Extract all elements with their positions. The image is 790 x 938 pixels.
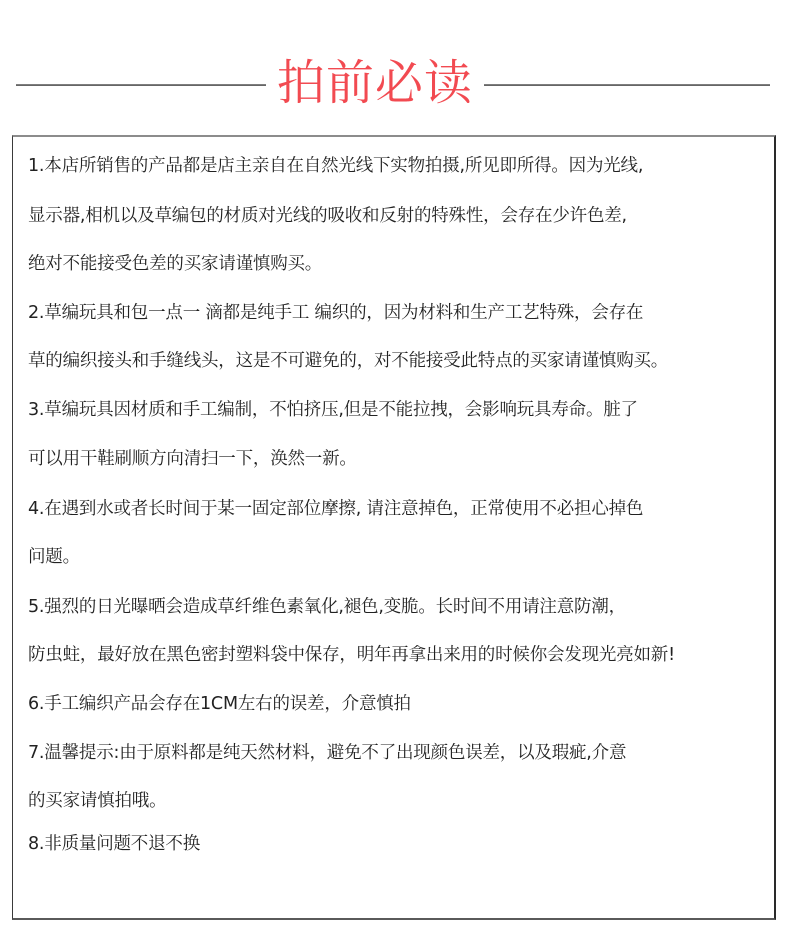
notice-line-2: 显示器,相机以及草编包的材质对光线的吸收和反射的特殊性，会存在少许色差,: [28, 206, 627, 226]
notice-line-4: 2.草编玩具和包一点一 滴都是纯手工 编织的，因为材料和生产工艺特殊，会存在: [28, 303, 644, 323]
notice-line-13: 7.温馨提示:由于原料都是纯天然材料，避免不了出现颜色误差，以及瑕疵,介意: [28, 743, 627, 763]
notice-line-12: 6.手工编织产品会存在1CM左右的误差，介意慎拍: [28, 694, 411, 714]
notice-box: [12, 135, 776, 920]
header-divider-right: [484, 84, 770, 86]
notice-line-14: 的买家请慎拍哦。: [28, 791, 167, 811]
notice-line-3: 绝对不能接受色差的买家请谨慎购买。: [28, 254, 323, 274]
notice-line-11: 防虫蛀，最好放在黑色密封塑料袋中保存，明年再拿出来用的时候你会发现光亮如新!: [28, 645, 675, 665]
notice-line-9: 问题。: [28, 547, 80, 567]
page-title: 拍前必读: [276, 55, 473, 111]
header-divider-left: [16, 84, 266, 86]
notice-line-10: 5.强烈的日光曝晒会造成草纤维色素氧化,褪色,变脆。长时间不用请注意防潮，: [28, 597, 626, 617]
notice-line-1: 1.本店所销售的产品都是店主亲自在自然光线下实物拍摄,所见即所得。因为光线,: [28, 156, 644, 176]
notice-line-5: 草的编织接头和手缝线头，这是不可避免的，对不能接受此特点的买家请谨慎购买。: [28, 351, 669, 371]
notice-line-7: 可以用干鞋刷顺方向清扫一下，涣然一新。: [28, 449, 357, 469]
section-header: [0, 48, 790, 118]
notice-line-6: 3.草编玩具因材质和手工编制，不怕挤压,但是不能拉拽，会影响玩具寿命。脏了: [28, 400, 638, 420]
notice-line-15: 8.非质量问题不退不换: [28, 834, 200, 854]
notice-line-8: 4.在遇到水或者长时间于某一固定部位摩擦, 请注意掉色，正常使用不必担心掉色: [28, 499, 644, 519]
